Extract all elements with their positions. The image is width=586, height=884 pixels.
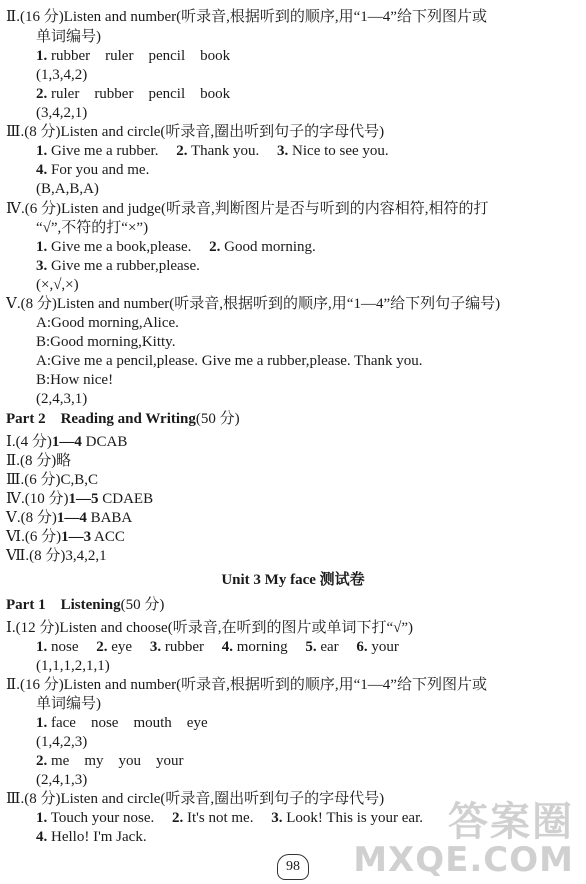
item-text: eye: [111, 639, 133, 655]
item-line: [36, 257, 200, 276]
watermark-url: MXQE.COM: [353, 840, 574, 880]
item-text: Give me a rubber.: [51, 143, 159, 159]
answer-label: Ⅵ.(6 分): [6, 529, 62, 545]
item-number: 1.: [36, 639, 48, 655]
section-heading: Ⅱ.(16 分)Listen and number(听录音,根据听到的顺序,用“1—4”给下列图片或: [6, 677, 487, 693]
answer-line: (1,3,4,2): [36, 67, 88, 83]
section-heading: Ⅰ.(12 分)Listen and choose(听录音,在听到的图片或单词下打“√”): [6, 620, 414, 636]
item-line: [36, 85, 230, 104]
item-number: 2.: [36, 86, 48, 102]
answer-range: 1—3: [61, 529, 92, 545]
item-number: 1.: [36, 143, 48, 159]
dialogue-line: B:How nice!: [36, 372, 114, 388]
dialogue-line: A:Give me a pencil,please. Give me a rubber,please. Thank you.: [36, 353, 423, 369]
item-text: It's not me.: [187, 810, 254, 826]
item-text: nose: [51, 639, 79, 655]
item-text: rubber ruler pencil book: [51, 48, 231, 64]
part-title: [6, 410, 240, 429]
answer-value: BABA: [86, 510, 133, 526]
answer-range: 1—4: [56, 510, 87, 526]
part-title: [6, 596, 164, 615]
answer-line: (2,4,1,3): [36, 772, 88, 788]
section-heading: Ⅴ.(8 分)Listen and number(听录音,根据听到的顺序,用“1—4”给下列句子编号): [6, 296, 501, 312]
item-line: [36, 638, 399, 657]
item-number: 2.: [96, 639, 108, 655]
dialogue-line: B:Good morning,Kitty.: [36, 334, 176, 350]
item-text: face nose mouth eye: [51, 715, 208, 731]
answer-row: Ⅲ.(6 分)C,B,C: [6, 472, 98, 488]
answer-line: (3,4,2,1): [36, 105, 88, 121]
item-number: 2.: [176, 143, 188, 159]
item-number: 1.: [36, 715, 48, 731]
item-number: 3.: [149, 639, 162, 655]
section-heading: Ⅱ.(16 分)Listen and number(听录音,根据听到的顺序,用“1—4”给下列图片或: [6, 9, 487, 25]
item-number: 2.: [172, 810, 184, 826]
section-heading-wrap: “√”,不符的打“×”): [36, 220, 149, 236]
item-number: 6.: [356, 639, 368, 655]
part-title-score: (50 分): [120, 597, 165, 613]
item-text: Look! This is your ear.: [286, 810, 423, 826]
item-text: ruler rubber pencil book: [51, 86, 231, 102]
item-number: 2.: [36, 753, 48, 769]
section-heading: Ⅲ.(8 分)Listen and circle(听录音,圈出听到句子的字母代号): [6, 791, 385, 807]
item-number: 3.: [271, 810, 283, 826]
item-number: 1.: [36, 810, 48, 826]
section-heading-wrap: 单词编号): [36, 29, 101, 45]
item-number: 4.: [36, 162, 48, 178]
item-number: 2.: [209, 239, 221, 255]
item-text: For you and me.: [51, 162, 150, 178]
page-number: 98: [277, 854, 309, 880]
answer-row: [6, 490, 153, 509]
answer-row: [6, 433, 127, 452]
answer-value: DCAB: [81, 434, 128, 450]
item-line: [36, 142, 389, 161]
item-text: morning: [236, 639, 288, 655]
answer-line: (1,4,2,3): [36, 734, 88, 750]
dialogue-line: A:Good morning,Alice.: [36, 315, 179, 331]
item-number: 4.: [36, 829, 48, 845]
item-line: [36, 714, 208, 733]
item-number: 3.: [277, 143, 289, 159]
item-number: 5.: [305, 639, 317, 655]
answer-value: CDAEB: [98, 491, 154, 507]
item-text: Thank you.: [190, 143, 260, 159]
part-title-text: Part 1 Listening: [6, 597, 121, 613]
answer-line: (2,4,3,1): [36, 391, 88, 407]
answer-row: Ⅶ.(8 分)3,4,2,1: [6, 548, 107, 564]
item-text: Give me a book,please.: [51, 239, 192, 255]
answer-label: Ⅴ.(8 分): [6, 510, 57, 526]
item-line: [36, 238, 316, 257]
answer-label: Ⅳ.(10 分): [6, 491, 69, 507]
item-number: 1.: [36, 239, 48, 255]
item-line: [36, 47, 230, 66]
answer-value: ACC: [91, 529, 125, 545]
item-text: Hello! I'm Jack.: [51, 829, 147, 845]
answer-row: [6, 509, 132, 528]
watermark-text: 答案圈: [448, 799, 574, 845]
item-number: 4.: [221, 639, 233, 655]
answer-range: 1—5: [68, 491, 99, 507]
item-text: Good morning.: [224, 239, 316, 255]
item-text: ear: [320, 639, 339, 655]
item-text: Touch your nose.: [50, 810, 155, 826]
item-text: Give me a rubber,please.: [51, 258, 200, 274]
item-text: me my you your: [51, 753, 184, 769]
answer-row: Ⅱ.(8 分)略: [6, 453, 72, 469]
item-text: your: [371, 639, 399, 655]
item-line: [36, 752, 184, 771]
unit-title: Unit 3 My face 测试卷: [221, 572, 365, 588]
item-number: 3.: [36, 258, 48, 274]
item-line: [36, 809, 423, 828]
answer-line: (×,√,×): [36, 277, 79, 293]
section-heading: Ⅲ.(8 分)Listen and circle(听录音,圈出听到句子的字母代号): [6, 124, 385, 140]
item-text: Nice to see you.: [292, 143, 389, 159]
item-line: [36, 828, 147, 847]
answer-line: (1,1,1,2,1,1): [36, 658, 110, 674]
item-number: 1.: [36, 48, 48, 64]
item-line: [36, 161, 149, 180]
answer-label: Ⅰ.(4 分): [6, 434, 52, 450]
item-text: rubber: [164, 639, 204, 655]
answer-range: 1—4: [51, 434, 82, 450]
answer-row: [6, 528, 125, 547]
section-heading-wrap: 单词编号): [36, 696, 101, 712]
section-heading: Ⅳ.(6 分)Listen and judge(听录音,判断图片是否与听到的内容相符,相符的打: [6, 201, 489, 217]
answer-line: (B,A,B,A): [36, 181, 99, 197]
part-title-score: (50 分): [195, 411, 240, 427]
part-title-text: Part 2 Reading and Writing: [6, 411, 196, 427]
